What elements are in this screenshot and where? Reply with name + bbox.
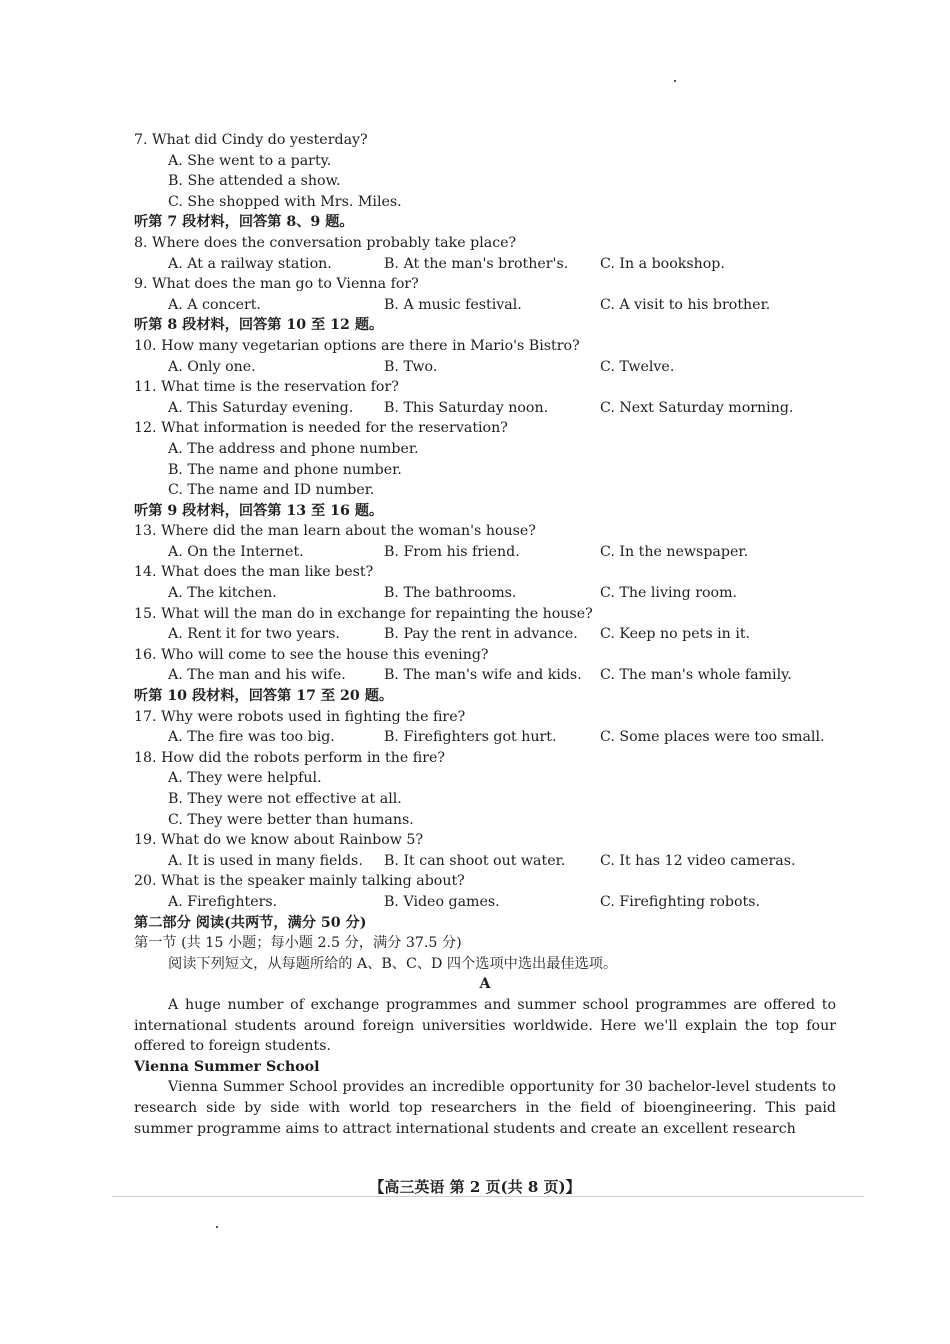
option: C. The name and ID number. bbox=[168, 482, 375, 499]
options-row bbox=[134, 727, 836, 748]
option-c: C. It has 12 video cameras. bbox=[600, 852, 796, 869]
option: B. She attended a show. bbox=[168, 173, 341, 190]
option-c: C. The man's whole family. bbox=[600, 667, 792, 684]
option: C. She shopped with Mrs. Miles. bbox=[168, 193, 402, 210]
option-a: A. It is used in many fields. bbox=[168, 852, 363, 869]
exam-page-content bbox=[134, 130, 836, 1139]
question-stem: 11. What time is the reservation for? bbox=[134, 379, 399, 396]
passage-label: A bbox=[479, 976, 491, 993]
option-a: A. Firefighters. bbox=[168, 893, 278, 910]
page-footer: 【高三英语 第 2 页(共 8 页)】 bbox=[369, 1178, 581, 1196]
option-c: C. Next Saturday morning. bbox=[600, 399, 794, 416]
option-b: B. At the man's brother's. bbox=[384, 255, 569, 272]
question-stem: 15. What will the man do in exchange for repainting the house? bbox=[134, 605, 593, 622]
question-stem: 16. Who will come to see the house this evening? bbox=[134, 646, 489, 663]
option-b: B. A music festival. bbox=[384, 296, 522, 313]
question-stem: 20. What is the speaker mainly talking about? bbox=[134, 873, 465, 890]
options-row bbox=[134, 892, 836, 913]
option-a: A. This Saturday evening. bbox=[168, 399, 354, 416]
instructions: 阅读下列短文，从每题所给的 A、B、C、D 四个选项中选出最佳选项。 bbox=[168, 955, 618, 972]
question-stem: 18. How did the robots perform in the fire? bbox=[134, 749, 446, 766]
passage-subheading: Vienna Summer School bbox=[134, 1058, 320, 1075]
options-row bbox=[134, 851, 836, 872]
option-b: B. Pay the rent in advance. bbox=[384, 626, 578, 643]
options-row bbox=[134, 542, 836, 563]
question-stem: 9. What does the man go to Vienna for? bbox=[134, 276, 419, 293]
question-stem: 8. Where does the conversation probably take place? bbox=[134, 234, 517, 251]
question-stem: 12. What information is needed for the reservation? bbox=[134, 420, 508, 437]
option-a: A. The kitchen. bbox=[168, 585, 277, 602]
option-b: B. From his friend. bbox=[384, 543, 520, 560]
section-heading: 听第 9 段材料，回答第 13 至 16 题。 bbox=[134, 502, 384, 519]
option-b: B. The man's wife and kids. bbox=[384, 667, 582, 684]
option: A. They were helpful. bbox=[168, 770, 322, 787]
scan-speck bbox=[674, 80, 676, 82]
footer-divider bbox=[112, 1196, 864, 1197]
passage-paragraph: Vienna Summer School provides an incredible opportunity for 30 bachelor-level students to research side by side with world top researchers in the field of bioengineering. This paid summer programme aims to attract international students and create an excellent research bbox=[134, 1079, 836, 1137]
option-b: B. Firefighters got hurt. bbox=[384, 729, 557, 746]
option: A. She went to a party. bbox=[168, 152, 332, 169]
option-a: A. At a railway station. bbox=[168, 255, 332, 272]
option-b: B. Video games. bbox=[384, 893, 500, 910]
section-heading: 听第 7 段材料，回答第 8、9 题。 bbox=[134, 214, 354, 231]
options-row bbox=[134, 398, 836, 419]
scan-speck bbox=[216, 1226, 218, 1228]
option-a: A. Only one. bbox=[168, 358, 256, 375]
option-a: A. The man and his wife. bbox=[168, 667, 346, 684]
option-c: C. Twelve. bbox=[600, 358, 675, 375]
option: C. They were better than humans. bbox=[168, 811, 414, 828]
question-stem: 7. What did Cindy do yesterday? bbox=[134, 132, 368, 148]
option-c: C. Some places were too small. bbox=[600, 729, 825, 746]
option-c: C. A visit to his brother. bbox=[600, 296, 771, 313]
question-stem: 10. How many vegetarian options are there in Mario's Bistro? bbox=[134, 337, 580, 354]
option-c: C. In the newspaper. bbox=[600, 543, 749, 560]
section-heading: 听第 8 段材料，回答第 10 至 12 题。 bbox=[134, 317, 384, 334]
option-a: A. A concert. bbox=[168, 296, 261, 313]
question-stem: 17. Why were robots used in fighting the fire? bbox=[134, 708, 466, 725]
section-heading: 听第 10 段材料，回答第 17 至 20 题。 bbox=[134, 688, 394, 705]
options-row bbox=[134, 624, 836, 645]
section-title: 第一节 (共 15 小题；每小题 2.5 分，满分 37.5 分) bbox=[134, 935, 462, 952]
options-row bbox=[134, 665, 836, 686]
option-a: A. Rent it for two years. bbox=[168, 626, 340, 643]
part-title: 第二部分 阅读(共两节，满分 50 分) bbox=[134, 914, 367, 931]
option-c: C. Keep no pets in it. bbox=[600, 626, 751, 643]
options-row bbox=[134, 583, 836, 604]
option-b: B. This Saturday noon. bbox=[384, 399, 549, 416]
option-c: C. In a bookshop. bbox=[600, 255, 725, 272]
option-b: B. It can shoot out water. bbox=[384, 852, 566, 869]
option-b: B. Two. bbox=[384, 358, 438, 375]
option-c: C. Firefighting robots. bbox=[600, 893, 761, 910]
options-row bbox=[134, 254, 836, 275]
question-stem: 19. What do we know about Rainbow 5? bbox=[134, 832, 424, 849]
option: B. The name and phone number. bbox=[168, 461, 402, 478]
passage-paragraph: A huge number of exchange programmes and summer school programmes are offered to international students around foreign universities worldwide. Here we'll explain the top four offered to foreign students. bbox=[134, 996, 836, 1055]
question-stem: 14. What does the man like best? bbox=[134, 564, 374, 581]
option: A. The address and phone number. bbox=[168, 440, 419, 457]
option: B. They were not effective at all. bbox=[168, 791, 402, 807]
option-b: B. The bathrooms. bbox=[384, 585, 517, 602]
options-row bbox=[134, 357, 836, 378]
question-stem: 13. Where did the man learn about the woman's house? bbox=[134, 523, 536, 540]
option-a: A. The fire was too big. bbox=[168, 729, 335, 746]
options-row bbox=[134, 295, 836, 316]
option-a: A. On the Internet. bbox=[168, 543, 304, 560]
option-c: C. The living room. bbox=[600, 585, 738, 602]
